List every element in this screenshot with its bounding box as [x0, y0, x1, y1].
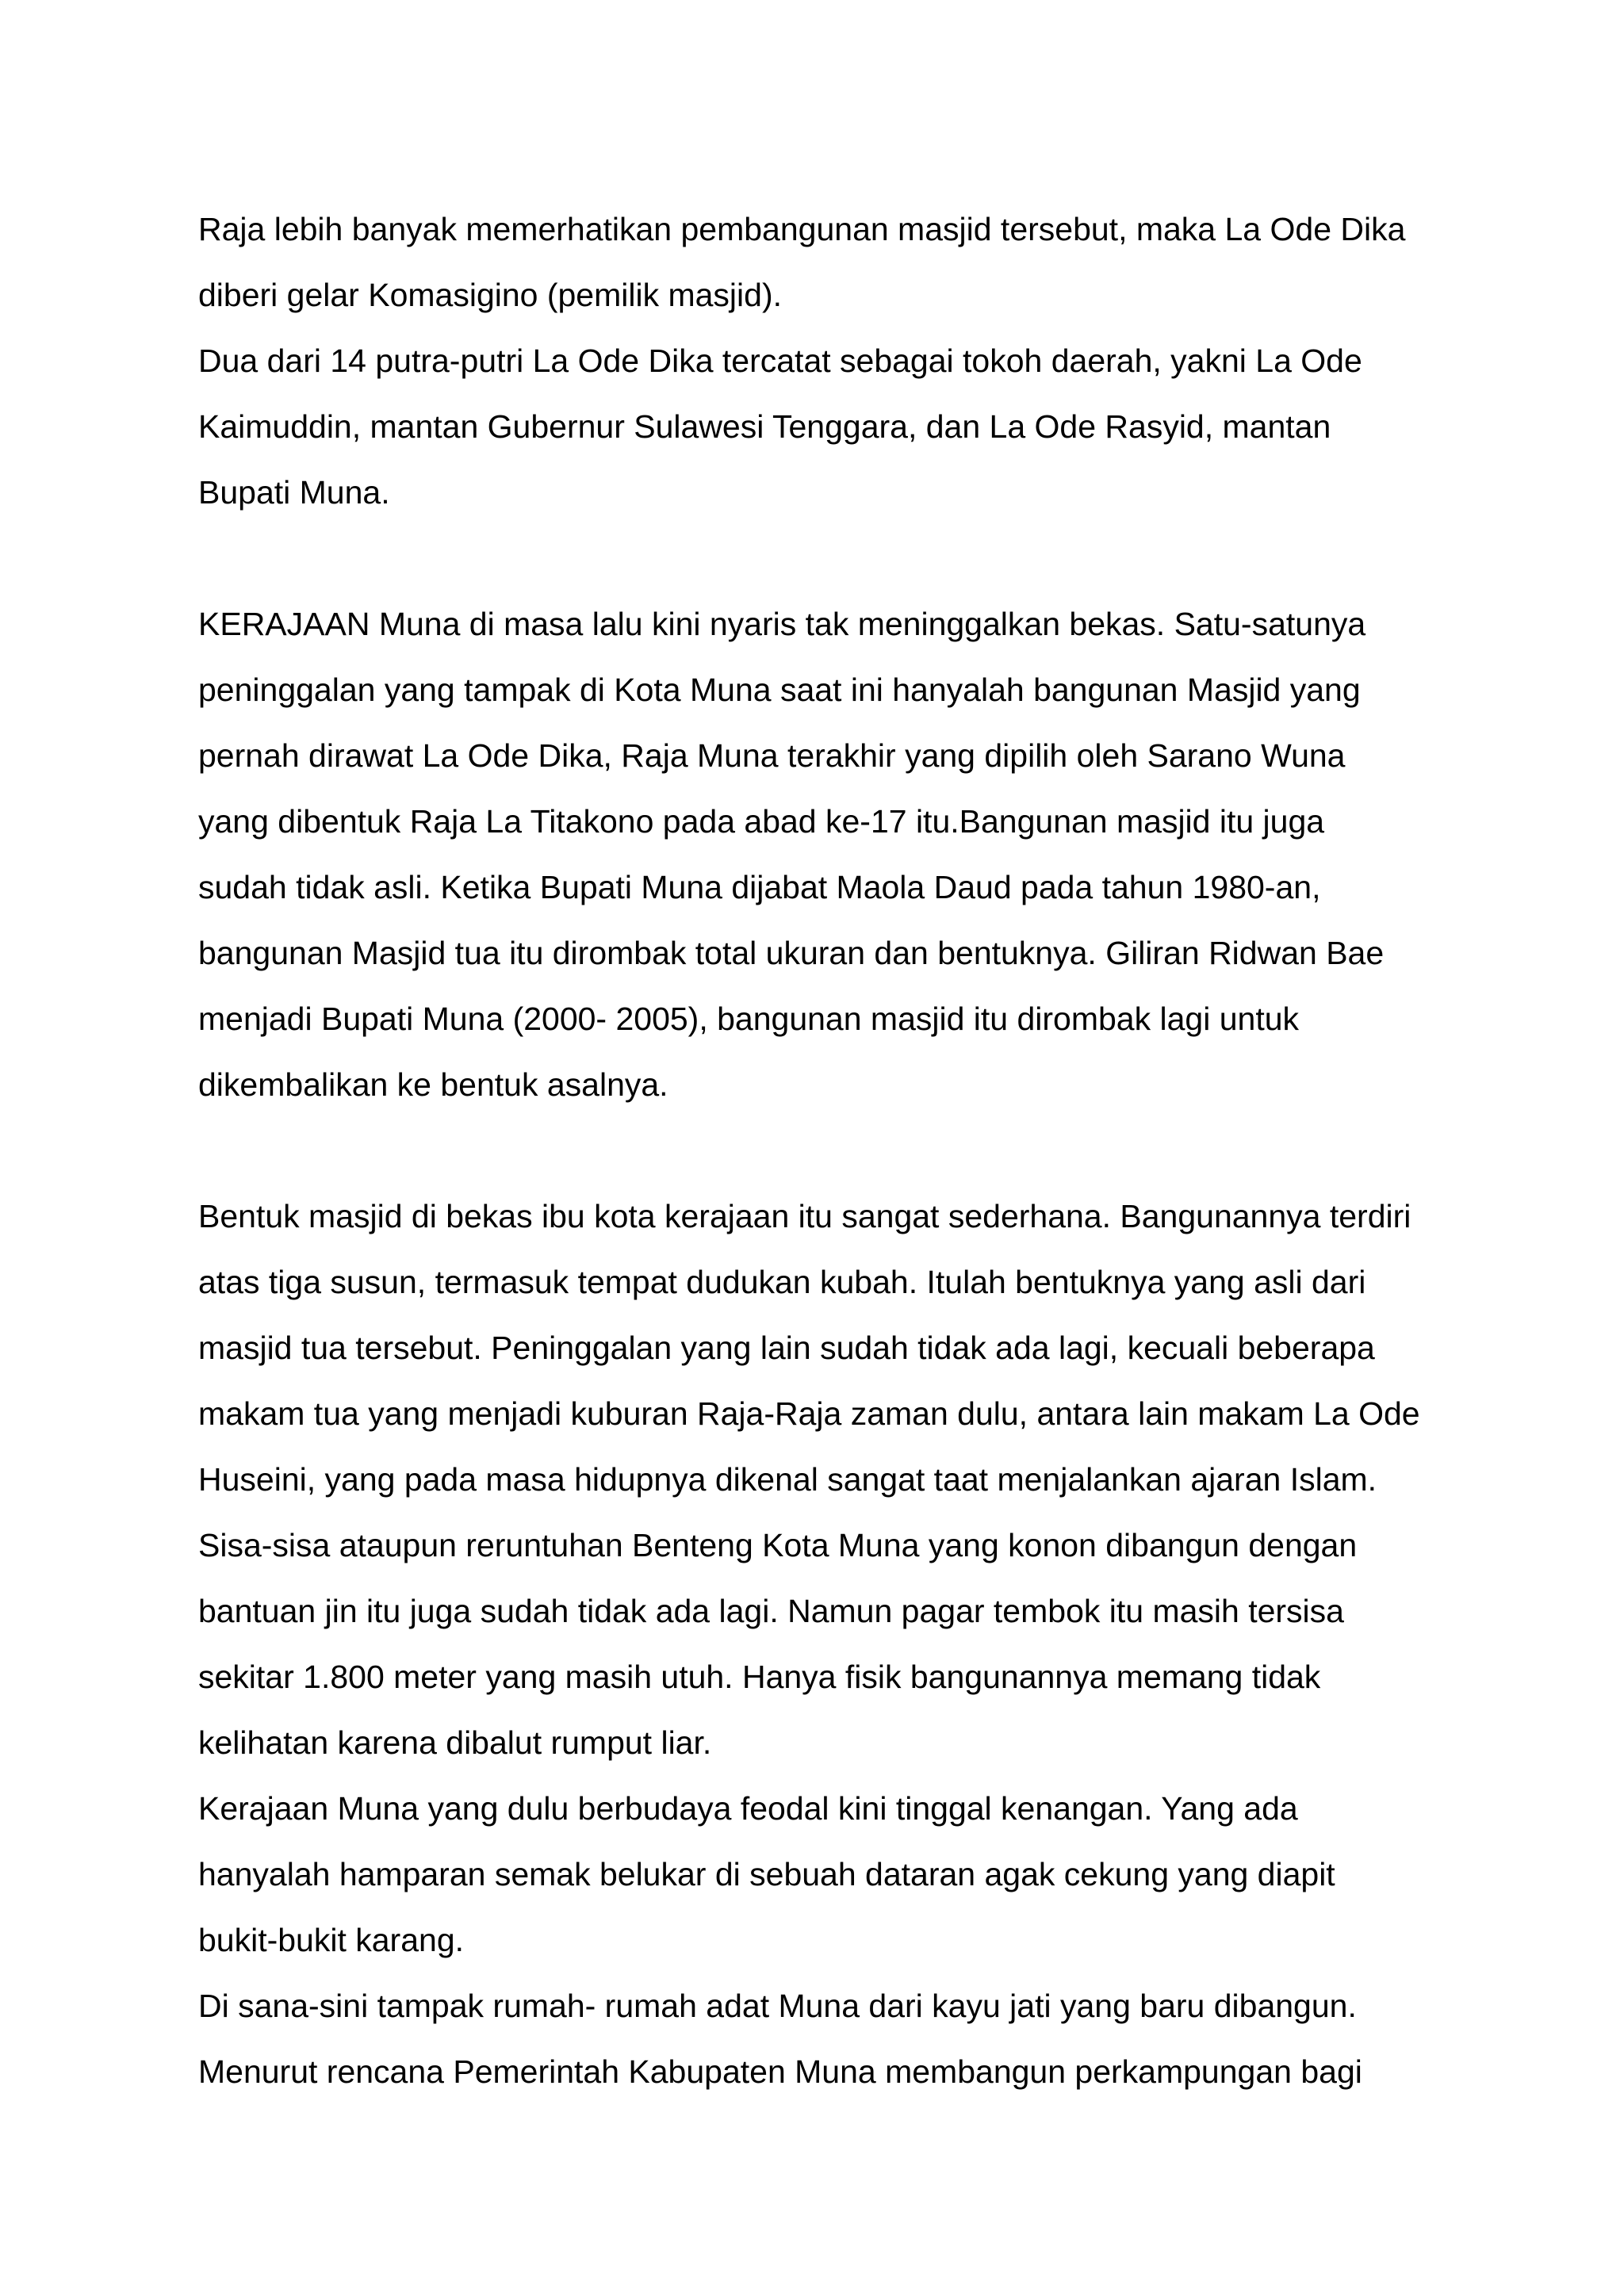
text-line: Dua dari 14 putra-putri La Ode Dika tercatat sebagai tokoh daerah, yakni La Ode — [198, 342, 1362, 379]
text-line: Raja lebih banyak memerhatikan pembangunan masjid tersebut, maka La Ode Dika — [198, 211, 1406, 247]
text-line: Sisa-sisa ataupun reruntuhan Benteng Kota Muna yang konon dibangun dengan — [198, 1527, 1358, 1563]
text-line: menjadi Bupati Muna (2000- 2005), bangunan masjid itu dirombak lagi untuk — [198, 1001, 1300, 1037]
text-line: bangunan Masjid tua itu dirombak total ukuran dan bentuknya. Giliran Ridwan Bae — [198, 935, 1385, 971]
text-line: Huseini, yang pada masa hidupnya dikenal sangat taat menjalankan ajaran Islam. — [198, 1461, 1377, 1498]
text-line: peninggalan yang tampak di Kota Muna saat ini hanyalah bangunan Masjid yang — [198, 672, 1361, 708]
text-line: atas tiga susun, termasuk tempat dudukan kubah. Itulah bentuknya yang asli dari — [198, 1264, 1366, 1300]
text-line: dikembalikan ke bentuk asalnya. — [198, 1066, 668, 1103]
text-line: kelihatan karena dibalut rumput liar. — [198, 1724, 712, 1761]
text-line: Bentuk masjid di bekas ibu kota kerajaan itu sangat sederhana. Bangunannya terdiri — [198, 1198, 1411, 1234]
text-line: Kerajaan Muna yang dulu berbudaya feodal kini tinggal kenangan. Yang ada — [198, 1790, 1298, 1827]
text-line: sudah tidak asli. Ketika Bupati Muna dijabat Maola Daud pada tahun 1980-an, — [198, 869, 1321, 905]
text-line: Menurut rencana Pemerintah Kabupaten Muna membangun perkampungan bagi — [198, 2053, 1362, 2090]
text-line: pernah dirawat La Ode Dika, Raja Muna terakhir yang dipilih oleh Sarano Wuna — [198, 737, 1346, 774]
text-line: Di sana-sini tampak rumah- rumah adat Muna dari kayu jati yang baru dibangun. — [198, 1988, 1357, 2024]
text-line: diberi gelar Komasigino (pemilik masjid). — [198, 277, 782, 313]
text-line: sekitar 1.800 meter yang masih utuh. Hanya fisik bangunannya memang tidak — [198, 1659, 1321, 1695]
text-line: bantuan jin itu juga sudah tidak ada lagi. Namun pagar tembok itu masih tersisa — [198, 1593, 1344, 1629]
text-line: makam tua yang menjadi kuburan Raja-Raja zaman dulu, antara lain makam La Ode — [198, 1395, 1420, 1432]
text-line: yang dibentuk Raja La Titakono pada abad ke-17 itu.Bangunan masjid itu juga — [198, 803, 1325, 840]
text-line: bukit-bukit karang. — [198, 1922, 465, 1958]
text-line: Kaimuddin, mantan Gubernur Sulawesi Tenggara, dan La Ode Rasyid, mantan — [198, 408, 1331, 445]
text-line: hanyalah hamparan semak belukar di sebuah dataran agak cekung yang diapit — [198, 1856, 1335, 1892]
text-line: masjid tua tersebut. Peninggalan yang lain sudah tidak ada lagi, kecuali beberapa — [198, 1330, 1375, 1366]
text-line: Bupati Muna. — [198, 474, 390, 511]
text-line: KERAJAAN Muna di masa lalu kini nyaris tak meninggalkan bekas. Satu-satunya — [198, 606, 1366, 642]
